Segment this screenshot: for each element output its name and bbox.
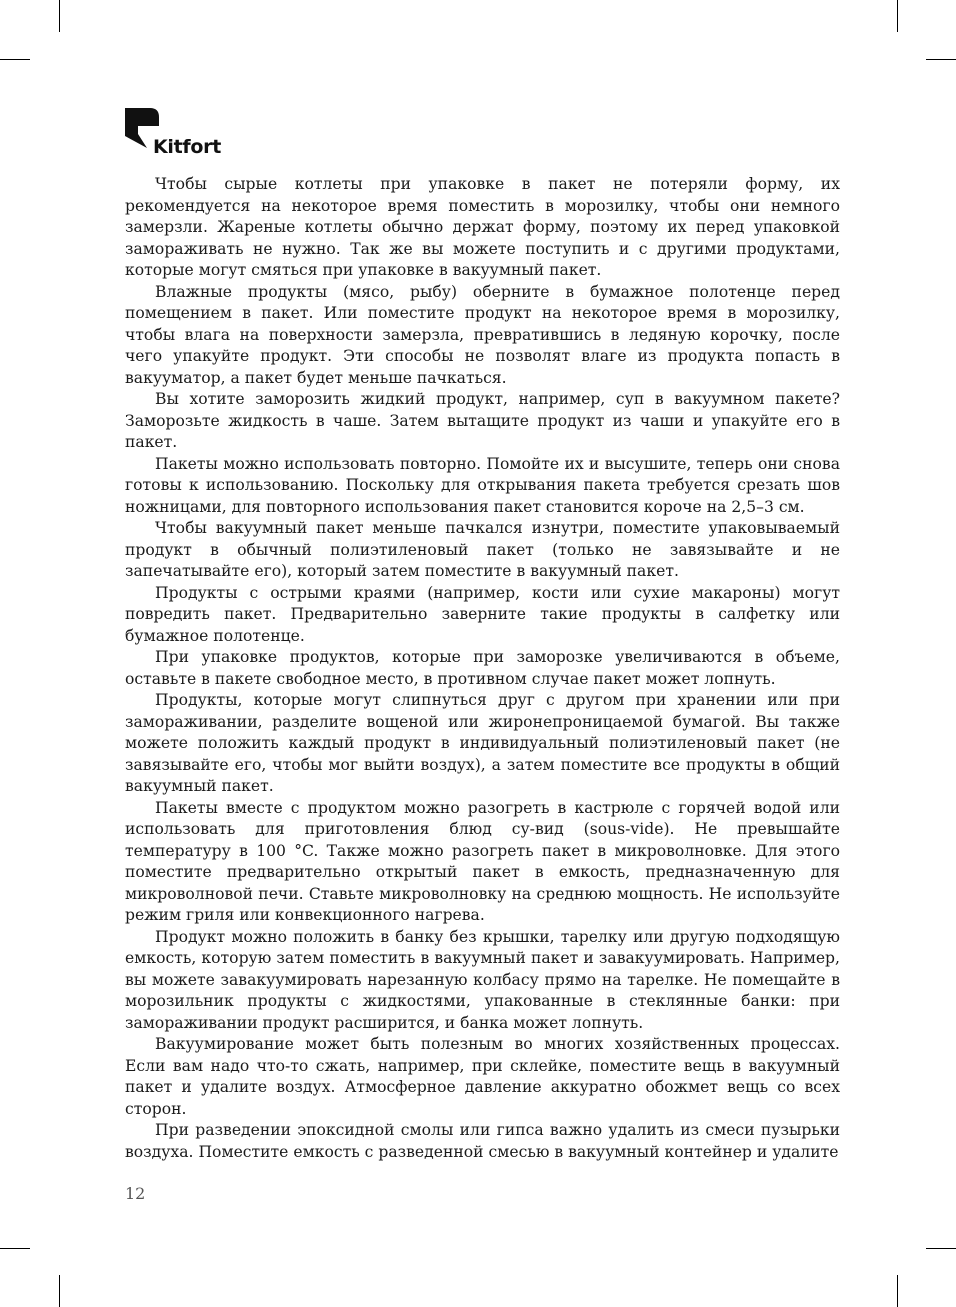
- crop-mark: [926, 1248, 956, 1249]
- crop-mark: [59, 1275, 60, 1307]
- paragraph: Пакеты вместе с продуктом можно разогреть в кастрюле с горячей водой или использовать для приготовления блюд су-вид (sous-vide). Не превышайте температуру в 100 °C. Также можно разогреть пакет в микроволновке. Для этого поместите предварительно открытый пакет в емкость, предназначенную для микроволновой печи. Ставьте микроволновку на среднюю мощность. Не используйте режим гриля или конвекционного нагрева.: [125, 798, 840, 924]
- paragraph: Вакуумирование может быть полезным во многих хозяйственных процессах. Если вам надо что-то сжать, например, при склейке, поместите вещь в вакуумный пакет и удалите воздух. Атмосферное давление аккуратно обожмет вещь со всех сторон.: [125, 1035, 840, 1118]
- paragraph: Продукт можно положить в банку без крышки, тарелку или другую подходящую емкость, которую затем поместить в вакуумный пакет и завакуумировать. Например, вы можете завакуумировать нарезанную колбасу прямо на тарелке. Не помещайте в морозильник продукты с жидкостями, упакованные в стеклянные банки: при замораживании продукт расширится, и банка может лопнуть.: [125, 927, 840, 1032]
- paragraph: При упаковке продуктов, которые при заморозке увеличиваются в объеме, оставьте в пакете свободное место, в противном случае пакет может лопнуть.: [125, 648, 840, 688]
- crop-mark: [897, 0, 898, 32]
- page-content: [125, 174, 840, 1163]
- crop-mark: [0, 59, 30, 60]
- crop-mark: [59, 0, 60, 32]
- crop-mark: [926, 59, 956, 60]
- paragraph: Пакеты можно использовать повторно. Помойте их и высушите, теперь они снова готовы к использованию. Поскольку для открывания пакета требуется срезать шов ножницами, для повторного использования пакет становится короче на 2,5–3 см.: [125, 454, 840, 516]
- page-number: 12: [125, 1184, 146, 1203]
- brand-name: Kitfort: [153, 136, 221, 158]
- paragraph: Продукты, которые могут слипнуться друг с другом при хранении или при замораживании, разделите вощеной или жиронепроницаемой бумагой. Вы также можете положить каждый продукт в индивидуальный полиэтиленовый пакет (не завязывайте его, чтобы мог выйти воздух), а затем поместите все продукты в общий вакуумный пакет.: [125, 691, 840, 795]
- paragraph: При разведении эпоксидной смолы или гипса важно удалить из смеси пузырьки воздуха. Поместите емкость с разведенной смесью в вакуумный контейнер и удалите: [125, 1121, 840, 1161]
- crop-mark: [897, 1275, 898, 1307]
- paragraph: Влажные продукты (мясо, рыбу) оберните в бумажное полотенце перед помещением в пакет. Или поместите продукт на некоторое время в морозилку, чтобы влага на поверхности замерзла, превратившись в ледяную корочку, после чего упакуйте продукт. Эти способы не позволят влаге из продукта попасть в вакууматор, а пакет будет меньше пачкаться.: [125, 282, 840, 387]
- brand-logo: [125, 108, 225, 158]
- paragraph: Вы хотите заморозить жидкий продукт, например, суп в вакуумном пакете? Заморозьте жидкость в чаше. Затем вытащите продукт из чаши и упакуйте его в пакет.: [125, 390, 840, 451]
- paragraph: Чтобы вакуумный пакет меньше пачкался изнутри, поместите упаковываемый продукт в обычный полиэтиленовый пакет (только не завязывайте и не запечатывайте его), который затем поместите в вакуумный пакет.: [125, 519, 840, 580]
- paragraph: Чтобы сырые котлеты при упаковке в пакет не потеряли форму, их рекомендуется на некоторое время поместить в морозилку, чтобы они немного замерзли. Жареные котлеты обычно держат форму, поэтому их перед упаковкой замораживать не нужно. Так же вы можете поступить и с другими продуктами, которые могут смяться при упаковке в вакуумный пакет.: [125, 175, 840, 279]
- paragraph: Продукты с острыми краями (например, кости или сухие макароны) могут повредить пакет. Предварительно заверните такие продукты в салфетку или бумажное полотенце.: [125, 583, 840, 645]
- crop-mark: [0, 1248, 30, 1249]
